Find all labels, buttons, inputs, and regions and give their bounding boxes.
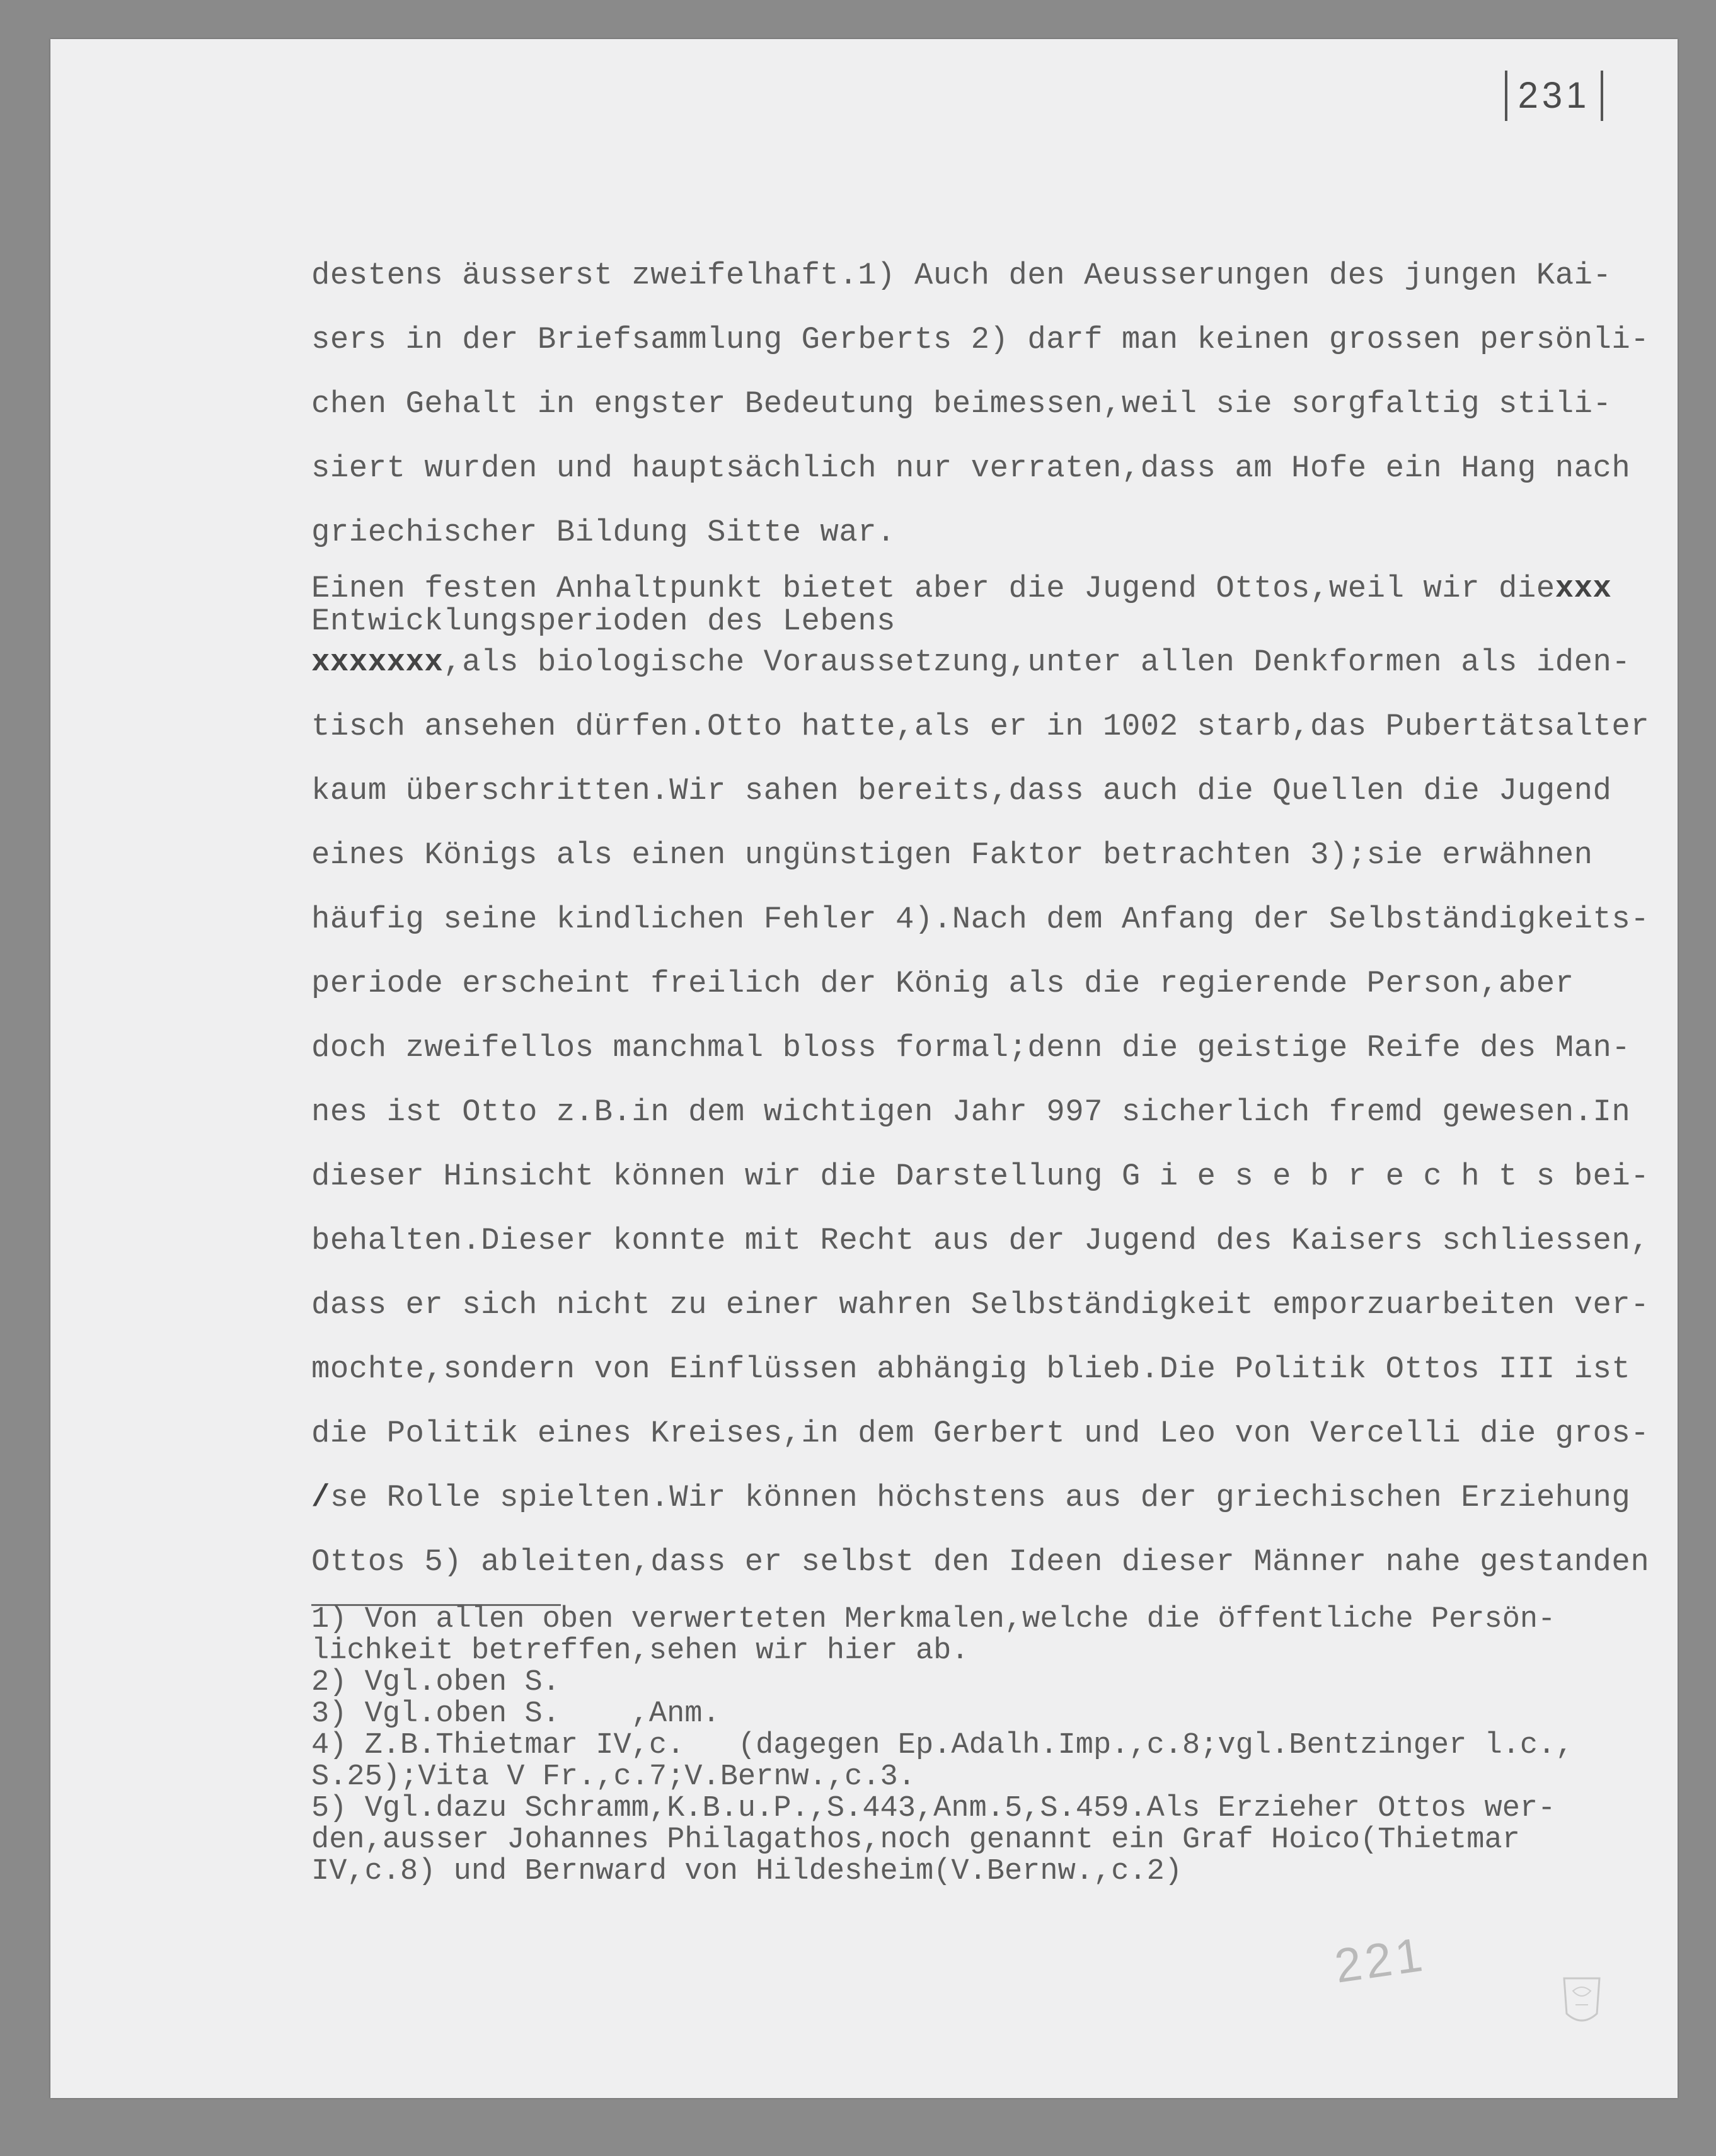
footnote-line: 4) Z.B.Thietmar IV,c. (dagegen Ep.Adalh.Imp.,c.8;vgl.Bentzinger l.c., xyxy=(311,1729,1574,1762)
body-line: Ottos 5) ableiten,dass er selbst den Ideen dieser Männer nahe gestanden xyxy=(311,1544,1650,1580)
body-line: tisch ansehen dürfen.Otto hatte,als er in 1002 starb,das Pubertätsalter xyxy=(311,709,1650,744)
body-line: nes ist Otto z.B.in dem wichtigen Jahr 997 sicherlich fremd gewesen.In xyxy=(311,1094,1631,1130)
body-line: dieser Hinsicht können wir die Darstellung G i e s e b r e c h t s bei- xyxy=(311,1159,1650,1194)
body-line: häufig seine kindlichen Fehler 4).Nach dem Anfang der Selbständigkeits- xyxy=(311,902,1650,937)
body-line-with-strikeout xyxy=(311,638,1698,702)
body-line-text: ,als biologische Voraussetzung,unter allen Denkformen als iden- xyxy=(443,645,1631,680)
body-line-with-strikeout xyxy=(311,1473,1698,1537)
body-line: dass er sich nicht zu einer wahren Selbständigkeit emporzuarbeiten ver- xyxy=(311,1287,1650,1322)
footnote-line: 2) Vgl.oben S. xyxy=(311,1666,560,1699)
archive-stamp-icon xyxy=(1557,1970,1607,2030)
body-line: die Politik eines Kreises,in dem Gerbert und Leo von Vercelli die gros- xyxy=(311,1416,1650,1451)
body-line: siert wurden und hauptsächlich nur verraten,dass am Hofe ein Hang nach xyxy=(311,450,1631,486)
body-line-text: se Rolle spielten.Wir können höchstens aus der griechischen Erziehung xyxy=(330,1480,1631,1515)
body-text xyxy=(311,251,1698,1602)
body-line-inserted: Entwicklungsperioden des Lebens xyxy=(311,604,896,639)
struck-out-text: / xyxy=(311,1480,330,1515)
body-line: sers in der Briefsammlung Gerberts 2) darf man keinen grossen persönli- xyxy=(311,322,1650,357)
footnote-line: S.25);Vita V Fr.,c.7;V.Bernw.,c.3. xyxy=(311,1760,916,1794)
body-line-text: Einen festen Anhaltpunkt bietet aber die Jugend Ottos,weil wir die xyxy=(311,571,1555,606)
footnote-line: den,ausser Johannes Philagathos,noch genannt ein Graf Hoico(Thietmar xyxy=(311,1823,1520,1857)
footnote-line: IV,c.8) und Bernward von Hildesheim(V.Bernw.,c.2) xyxy=(311,1855,1183,1888)
archive-page-number: 231 xyxy=(1505,71,1603,121)
pencil-page-number: 221 xyxy=(1331,1927,1430,1993)
body-line: periode erscheint freilich der König als die regierende Person,aber xyxy=(311,966,1574,1001)
footnote-line: 1) Von allen oben verwerteten Merkmalen,welche die öffentliche Persön- xyxy=(311,1603,1556,1636)
body-line: kaum überschritten.Wir sahen bereits,dass auch die Quellen die Jugend xyxy=(311,773,1612,808)
footnotes xyxy=(311,1604,1698,1888)
body-line: destens äusserst zweifelhaft.1) Auch den Aeusserungen des jungen Kai- xyxy=(311,258,1612,293)
struck-out-text: xxx xyxy=(1555,571,1612,606)
footnote-line: lichkeit betreffen,sehen wir hier ab. xyxy=(311,1634,969,1668)
body-line: doch zweifellos manchmal bloss formal;denn die geistige Reife des Man- xyxy=(311,1030,1631,1065)
struck-out-text: xxxxxxx xyxy=(311,645,444,680)
body-line: behalten.Dieser konnte mit Recht aus der Jugend des Kaisers schliessen, xyxy=(311,1223,1650,1258)
body-line: griechischer Bildung Sitte war. xyxy=(311,515,896,550)
body-line: mochte,sondern von Einflüssen abhängig blieb.Die Politik Ottos III ist xyxy=(311,1351,1631,1387)
body-line: chen Gehalt in engster Bedeutung beimessen,weil sie sorgfaltig stili- xyxy=(311,386,1612,421)
footnote-line: 5) Vgl.dazu Schramm,K.B.u.P.,S.443,Anm.5,S.459.Als Erzieher Ottos wer- xyxy=(311,1792,1556,1825)
footnote-line: 3) Vgl.oben S. ,Anm. xyxy=(311,1697,720,1731)
body-line: eines Königs als einen ungünstigen Faktor betrachten 3);sie erwähnen xyxy=(311,837,1593,873)
body-line-with-strikeout xyxy=(311,572,1698,605)
